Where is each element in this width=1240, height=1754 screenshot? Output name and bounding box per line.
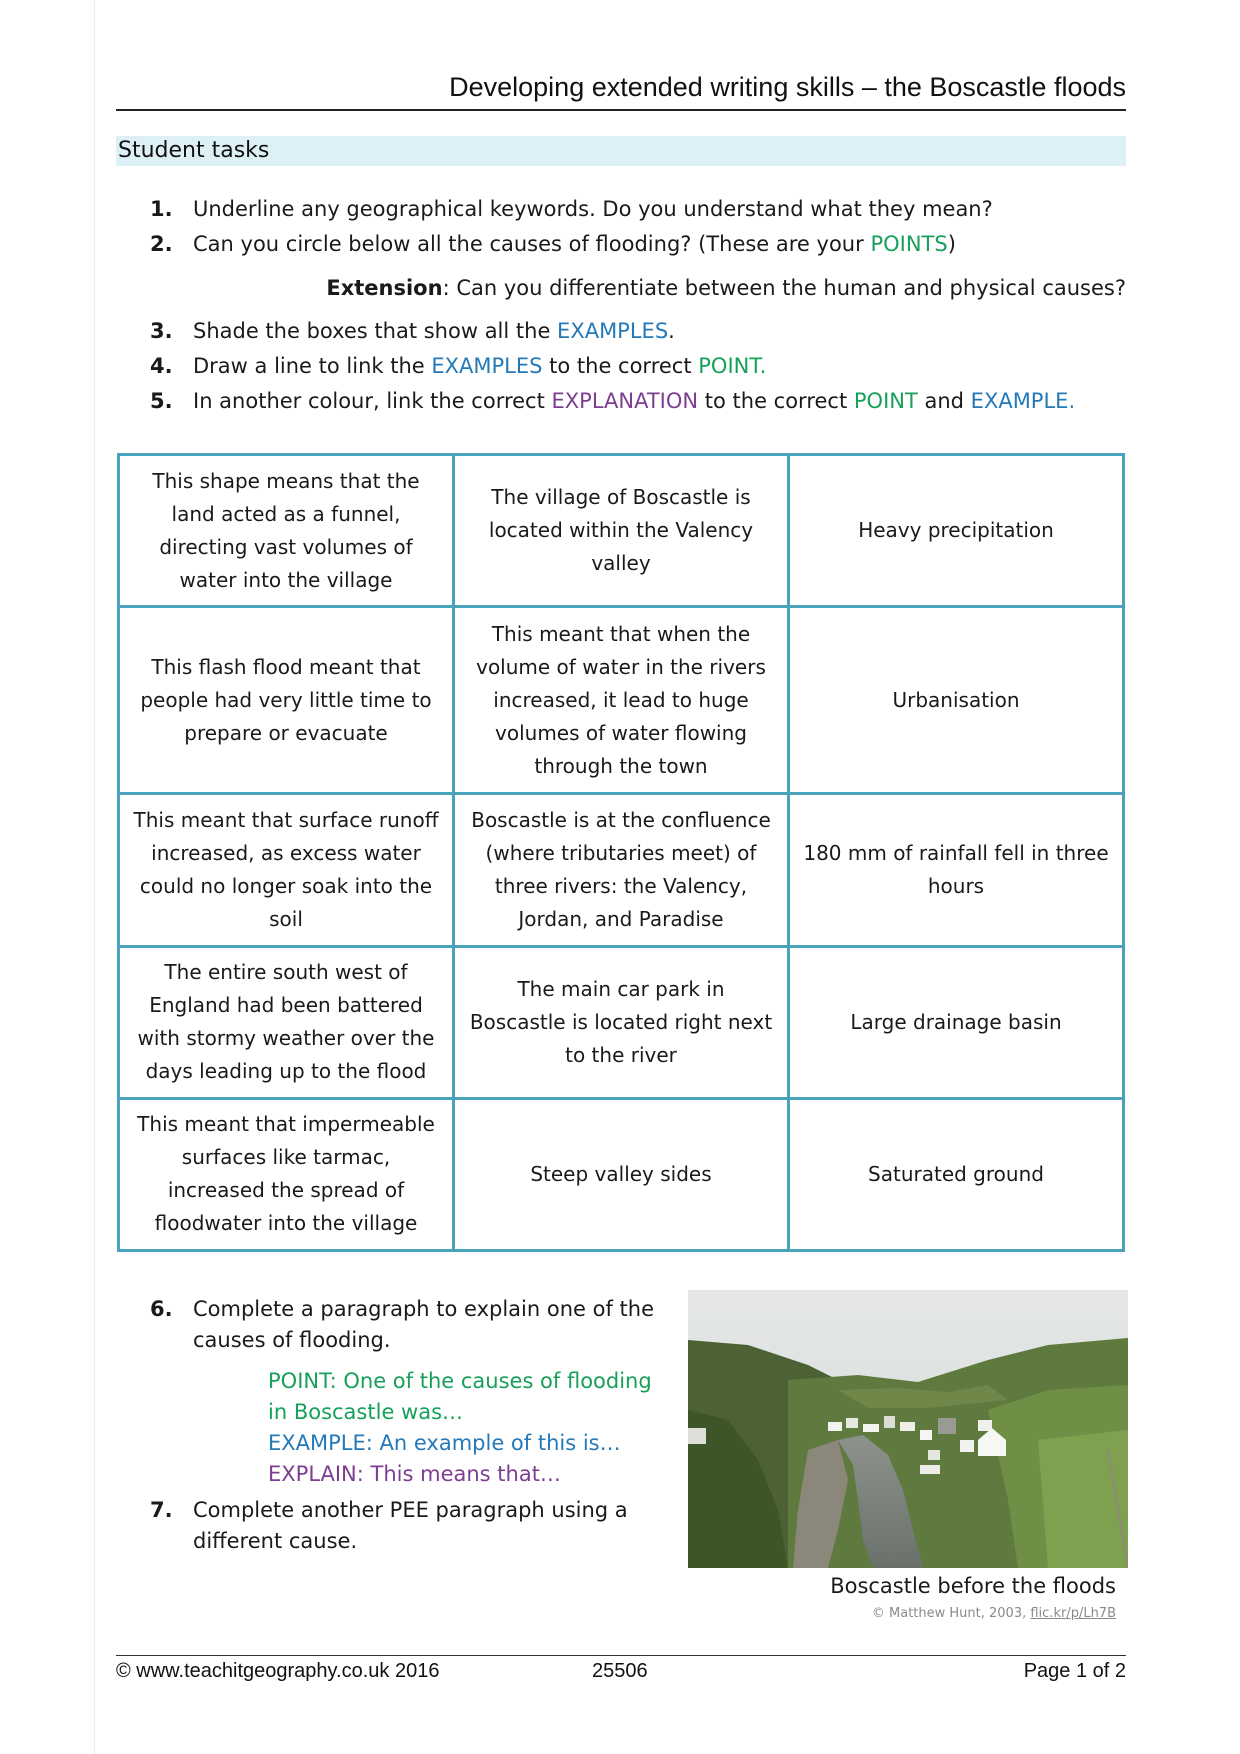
grid-cell[interactable]: 180 mm of rainfall fell in three hours [789,794,1124,946]
task-item [150,1294,670,1356]
footer-copyright: © www.teachitgeography.co.uk 2016 [116,1660,440,1682]
grid-cell[interactable]: Large drainage basin [789,946,1124,1098]
task-list [150,192,1130,419]
task-item [150,1495,670,1557]
task-text [193,314,675,349]
grid-cell[interactable]: The entire south west of England had been battered with stormy weather over the days leading up to the flood [119,946,454,1098]
task-text-part: Can you circle below all the causes of flooding? (These are your [193,232,871,256]
section-heading [116,136,1126,166]
grid-cell[interactable]: This meant that impermeable surfaces like tarmac, increased the spread of floodwater into the village [119,1098,454,1250]
task-text-part: Draw a line to link the [193,354,432,378]
grid-cell[interactable]: Boscastle is at the confluence (where tributaries meet) of three rivers: the Valency, Jordan, and Paradise [454,794,789,946]
photo-credit [688,1606,1116,1621]
extension-label: Extension [326,276,443,300]
task-item [150,384,1130,419]
photo-credit-text: © Matthew Hunt, 2003, [871,1606,1031,1621]
photo-caption: Boscastle before the floods [830,1574,1116,1598]
task-number: 7. [150,1498,173,1522]
valley-landscape-image [688,1290,1128,1568]
causes-grid [117,453,1125,1252]
task-number: 4. [150,354,173,378]
task-text-part: Shade the boxes that show all the [193,319,558,343]
page-edge [94,0,95,1754]
extension-task [150,262,1130,314]
task-text [193,349,766,384]
grid-cell[interactable]: Heavy precipitation [789,455,1124,607]
task-number: 2. [150,232,173,256]
keyword-example: EXAMPLE. [970,389,1076,413]
grid-cell[interactable]: Steep valley sides [454,1098,789,1250]
keyword-point: POINT. [698,354,767,378]
footer-rule [116,1655,1126,1656]
section-title: Student tasks [118,138,270,163]
task-text: Complete another PEE paragraph using a different cause. [193,1498,628,1553]
grid-cell[interactable]: The main car park in Boscastle is located right next to the river [454,946,789,1098]
task-item [150,314,1130,349]
grid-cell[interactable]: Saturated ground [789,1098,1124,1250]
grid-cell[interactable]: The village of Boscastle is located within the Valency valley [454,455,789,607]
page-title: Developing extended writing skills – the Boscastle floods [449,72,1126,102]
keyword-examples: EXAMPLES [557,319,669,343]
extension-text: : Can you differentiate between the human and physical causes? [442,276,1126,300]
task-text: Underline any geographical keywords. Do you understand what they mean? [193,197,993,221]
pee-prompts [268,1366,668,1490]
grid-cell[interactable]: This meant that surface runoff increased, as excess water could no longer soak into the soil [119,794,454,946]
pee-example: EXAMPLE: An example of this is… [268,1431,621,1455]
task-7 [150,1495,670,1557]
pee-explain: EXPLAIN: This means that… [268,1462,561,1486]
footer-page-number: Page 1 of 2 [1023,1660,1126,1682]
grid-row [119,1098,1124,1250]
task-6 [150,1294,670,1490]
task-text-part: In another colour, link the correct [193,389,552,413]
task-text [193,227,956,262]
task-number: 6. [150,1297,173,1321]
task-text-part: ) [947,232,956,256]
task-text-part: to the correct [542,354,699,378]
grid-row [119,946,1124,1098]
task-number: 5. [150,389,173,413]
task-text: Complete a paragraph to explain one of the causes of flooding. [193,1297,654,1352]
grid-row [119,607,1124,794]
photo-credit-link[interactable]: flic.kr/p/Lh7B [1030,1606,1116,1621]
task-text-part: to the correct [698,389,854,413]
boscastle-photo [688,1290,1128,1568]
grid-row [119,794,1124,946]
task-text-part: . [668,319,675,343]
task-text [193,384,1075,419]
task-number: 1. [150,197,173,221]
header-rule [116,109,1126,111]
pee-point: POINT: One of the causes of flooding in Boscastle was… [268,1369,652,1424]
task-item [150,227,1130,262]
task-text-part: and [917,389,971,413]
grid-cell[interactable]: This shape means that the land acted as a funnel, directing vast volumes of water into the village [119,455,454,607]
grid-row [119,455,1124,607]
grid-cell[interactable]: This flash flood meant that people had very little time to prepare or evacuate [119,607,454,794]
keyword-point: POINT [853,389,918,413]
task-item [150,349,1130,384]
keyword-points: POINTS [870,232,948,256]
task-item [150,192,1130,227]
task-number: 3. [150,319,173,343]
keyword-examples: EXAMPLES [431,354,543,378]
grid-cell[interactable]: This meant that when the volume of water in the rivers increased, it lead to huge volumes of water flowing through the town [454,607,789,794]
keyword-explanation: EXPLANATION [551,389,699,413]
grid-cell[interactable]: Urbanisation [789,607,1124,794]
footer-doc-id: 25506 [592,1660,648,1682]
